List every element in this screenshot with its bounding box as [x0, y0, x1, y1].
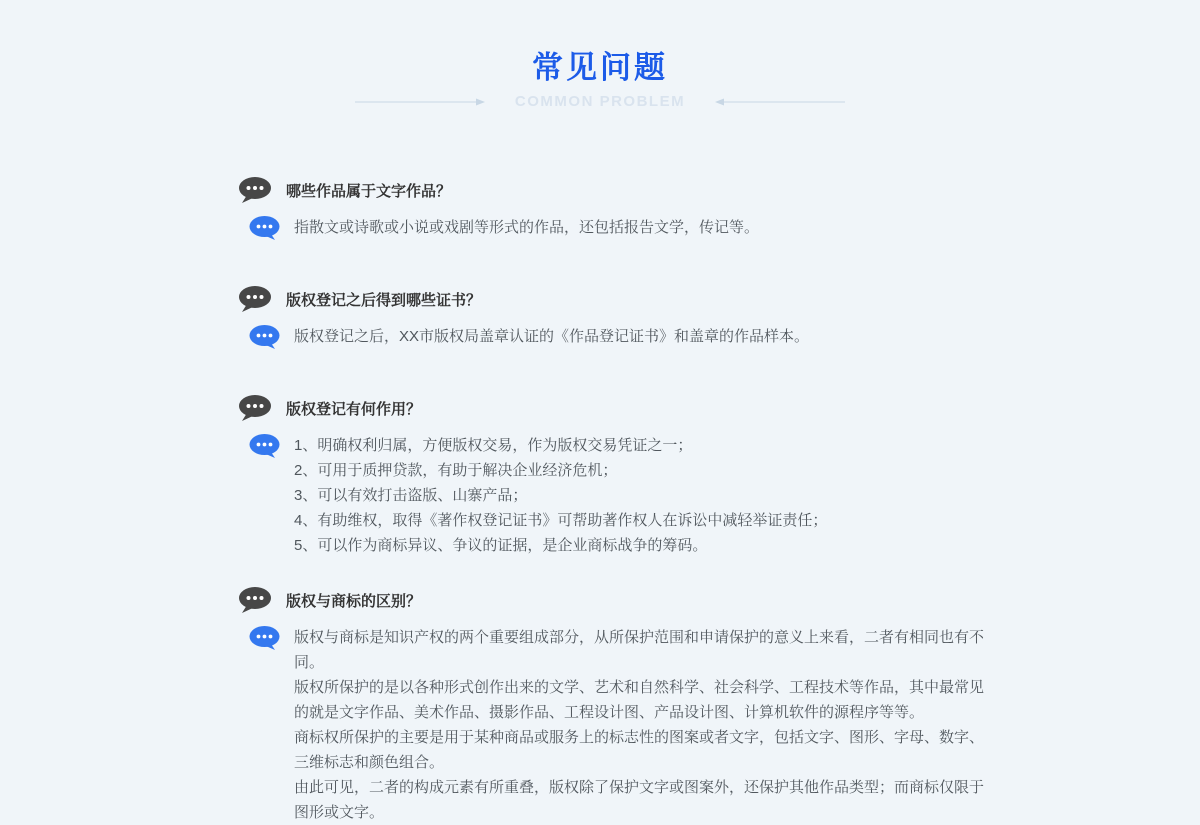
answer-line: 3、可以有效打击盗版、山寨产品；	[294, 487, 528, 504]
divider-right-arrow-icon	[355, 97, 485, 107]
answer-line: 2、可用于质押贷款，有助于解决企业经济危机；	[294, 462, 618, 479]
answer-line: 商标权所保护的主要是用于某种商品或服务上的标志性的图案或者文字，包括文字、图形、字母、数字、三维标志和颜色组合。	[294, 729, 985, 771]
section-header	[0, 0, 1200, 110]
answer-line: 5、可以作为商标异议、争议的证据，是企业商标战争的筹码。	[294, 537, 708, 554]
section-title: 常见问题	[532, 50, 668, 85]
question-row	[238, 176, 1000, 204]
faq-item	[238, 394, 1000, 558]
question-text: 版权与商标的区别？	[286, 592, 422, 610]
divider-left-arrow-icon	[715, 97, 845, 107]
question-text: 版权登记之后得到哪些证书？	[286, 291, 482, 309]
answer-row	[249, 324, 1000, 350]
question-row	[238, 394, 1000, 422]
question-bubble-icon	[238, 586, 272, 614]
answer-line: 指散文或诗歌或小说或戏剧等形式的作品，还包括报告文学，传记等。	[294, 219, 760, 236]
question-text: 哪些作品属于文字作品？	[286, 182, 452, 200]
answer-row	[249, 625, 1000, 825]
question-row	[238, 285, 1000, 313]
answer-bubble-icon	[249, 325, 280, 350]
question-bubble-icon	[238, 394, 272, 422]
section-subtitle: COMMON PROBLEM	[514, 93, 686, 110]
answer-line: 版权所保护的是以各种形式创作出来的文学、艺术和自然科学、社会科学、工程技术等作品，其中最常见的就是文字作品、美术作品、摄影作品、工程设计图、产品设计图、计算机软件的源程序等等。	[294, 679, 985, 721]
question-row	[238, 586, 1000, 614]
question-text: 版权登记有何作用？	[286, 400, 422, 418]
answer-line: 版权与商标是知识产权的两个重要组成部分，从所保护范围和申请保护的意义上来看，二者有相同也有不同。	[294, 629, 985, 671]
question-bubble-icon	[238, 176, 272, 204]
question-bubble-icon	[238, 285, 272, 313]
answer-bubble-icon	[249, 216, 280, 241]
faq-item	[238, 586, 1000, 825]
answer-line: 版权登记之后，XX市版权局盖章认证的《作品登记证书》和盖章的作品样本。	[294, 328, 810, 345]
answer-line: 1、明确权利归属，方便版权交易，作为版权交易凭证之一；	[294, 437, 693, 454]
faq-item	[238, 285, 1000, 350]
answer-line: 由此可见，二者的构成元素有所重叠，版权除了保护文字或图案外，还保护其他作品类型；而商标仅限于图形或文字。	[294, 779, 985, 821]
faq-list	[238, 176, 1000, 825]
answer-bubble-icon	[249, 434, 280, 459]
answer-text	[294, 215, 759, 240]
section-subtitle-row	[0, 93, 1200, 110]
answer-text	[294, 433, 827, 558]
answer-row	[249, 433, 1000, 558]
faq-item	[238, 176, 1000, 241]
answer-bubble-icon	[249, 626, 280, 651]
answer-row	[249, 215, 1000, 241]
answer-line: 4、有助维权，取得《著作权登记证书》可帮助著作权人在诉讼中减轻举证责任；	[294, 512, 828, 529]
answer-text	[294, 324, 809, 349]
answer-text	[294, 625, 994, 825]
